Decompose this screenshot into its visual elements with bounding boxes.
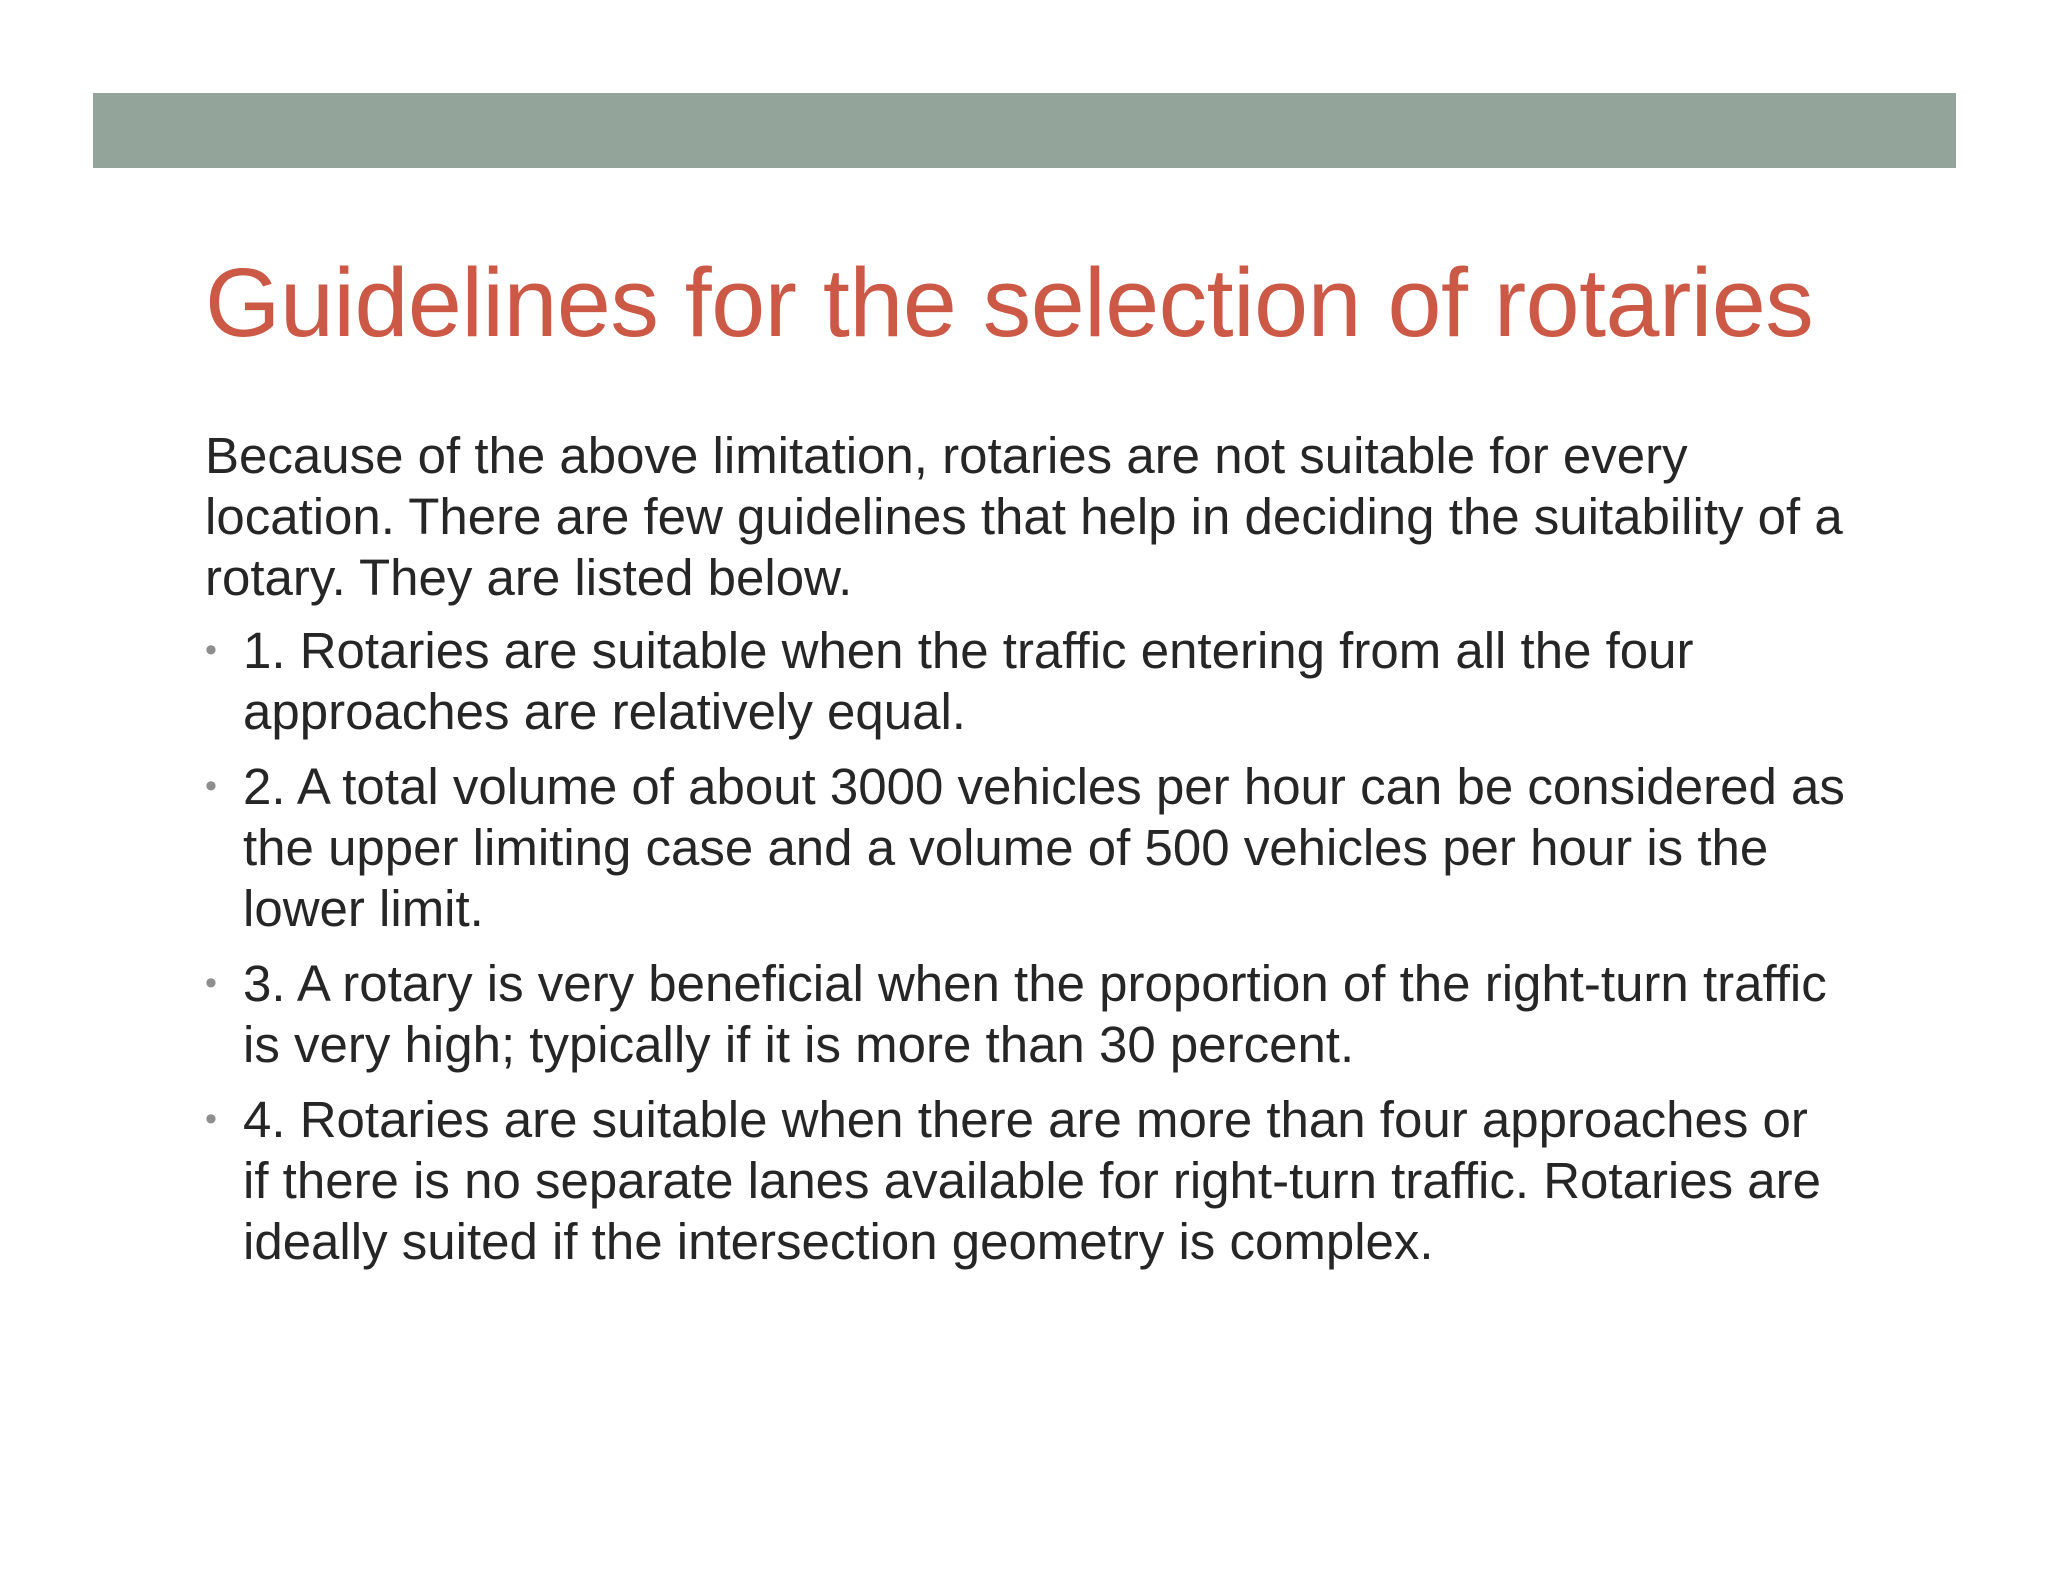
slide-title: Guidelines for the selection of rotaries [205,248,1814,357]
bullet-item [205,620,1845,742]
slide-body [205,425,1845,1286]
bullet-dot-icon: • [205,1100,217,1138]
bullet-text: 2. A total volume of about 3000 vehicles per hour can be considered as the upper limiting case and a volume of 500 vehicles per hour is the lower limit. [243,758,1845,937]
bullet-dot-icon: • [205,964,217,1002]
bullet-text: 3. A rotary is very beneficial when the proportion of the right-turn traffic is very high; typically if it is more than 30 percent. [243,955,1827,1073]
bullet-list [205,620,1845,1272]
bullet-text: 4. Rotaries are suitable when there are more than four approaches or if there is no separate lanes available for right-turn traffic. Rotaries are ideally suited if the intersection geometry is complex. [243,1091,1822,1270]
bullet-text: 1. Rotaries are suitable when the traffic entering from all the four approaches are relatively equal. [243,622,1694,740]
bullet-dot-icon: • [205,767,217,805]
bullet-item [205,756,1845,939]
bullet-item [205,1089,1845,1272]
intro-paragraph: Because of the above limitation, rotaries are not suitable for every location. There are few guidelines that help in deciding the suitability of a rotary. They are listed below. [205,427,1843,606]
bullet-dot-icon: • [205,631,217,669]
bullet-item [205,953,1845,1075]
header-accent-bar [93,93,1956,168]
